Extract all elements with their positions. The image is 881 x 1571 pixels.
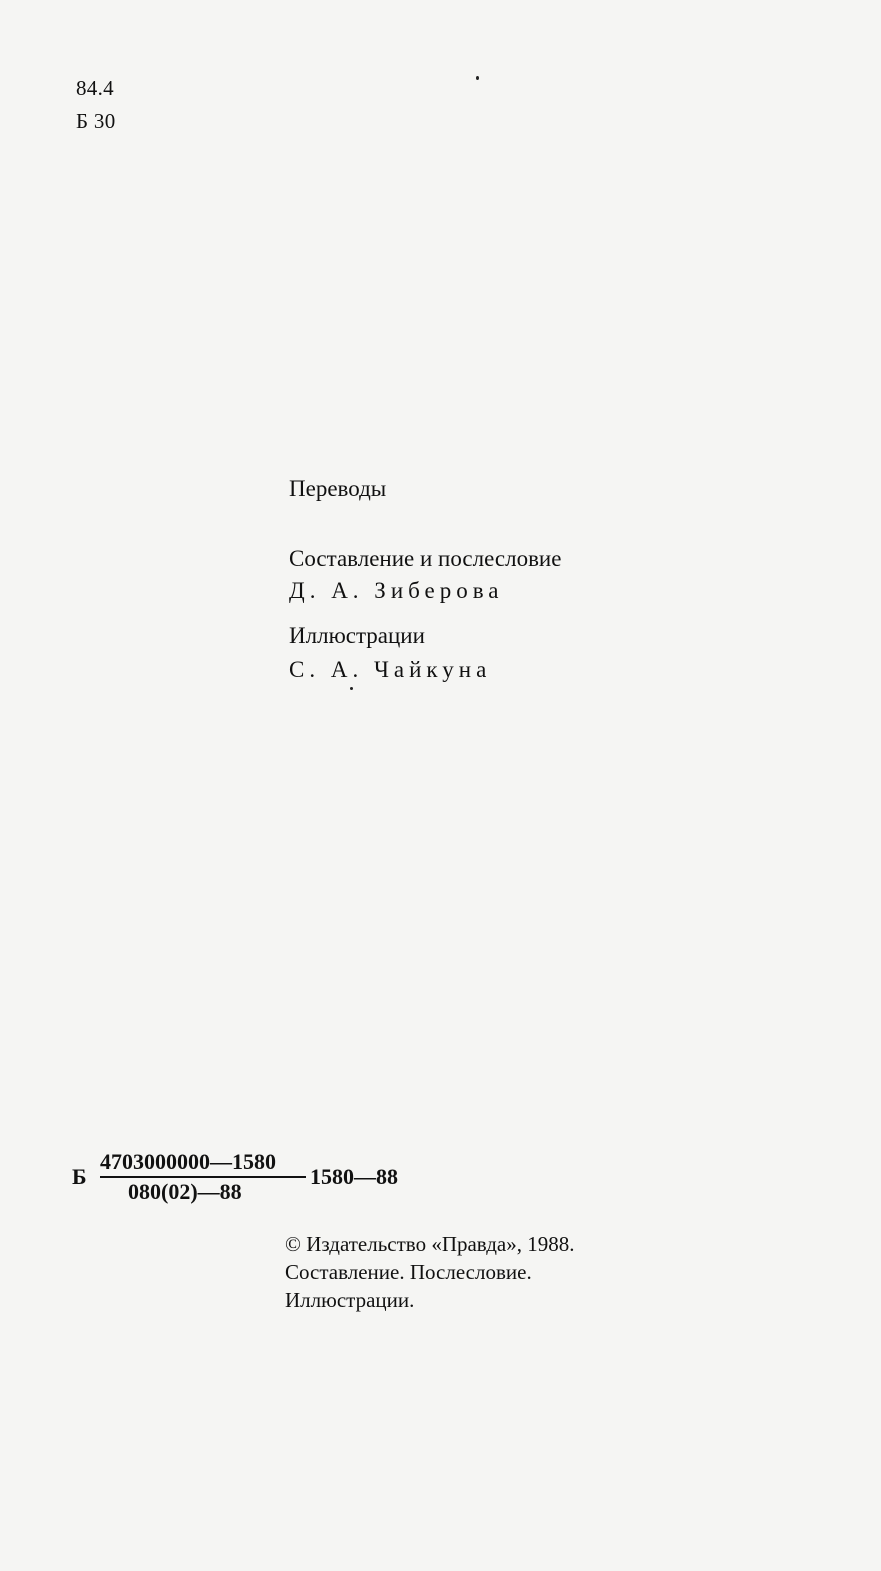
publisher-code-letter: Б — [72, 1164, 87, 1189]
credits-block — [289, 474, 561, 687]
illustrations-label: Иллюстрации — [289, 623, 425, 648]
fraction-bar — [100, 1176, 306, 1178]
author-mark: Б 30 — [76, 109, 116, 133]
translations-label: Переводы — [289, 476, 387, 501]
publisher-code-numerator: 4703000000—1580 — [100, 1149, 276, 1174]
copyright-line-1: © Издательство «Правда», 1988. — [285, 1232, 575, 1256]
bbk-code: 84.4 — [76, 76, 114, 100]
publisher-code-suffix: 1580—88 — [310, 1164, 398, 1189]
illustrations-name: С. А. Чайкуна — [289, 657, 492, 682]
compilation-label: Составление и послесловие — [289, 546, 562, 571]
copyright-block — [285, 1230, 574, 1314]
classification-block — [76, 72, 116, 138]
publisher-code-fraction — [100, 1150, 310, 1204]
copyright-line-3: Иллюстрации. — [285, 1288, 415, 1312]
compilation-name: Д. А. Зиберова — [289, 578, 504, 603]
scan-speck — [350, 687, 353, 690]
scan-speck — [476, 76, 479, 80]
publisher-code-denominator: 080(02)—88 — [128, 1179, 242, 1204]
copyright-line-2: Составление. Послесловие. — [285, 1260, 532, 1284]
